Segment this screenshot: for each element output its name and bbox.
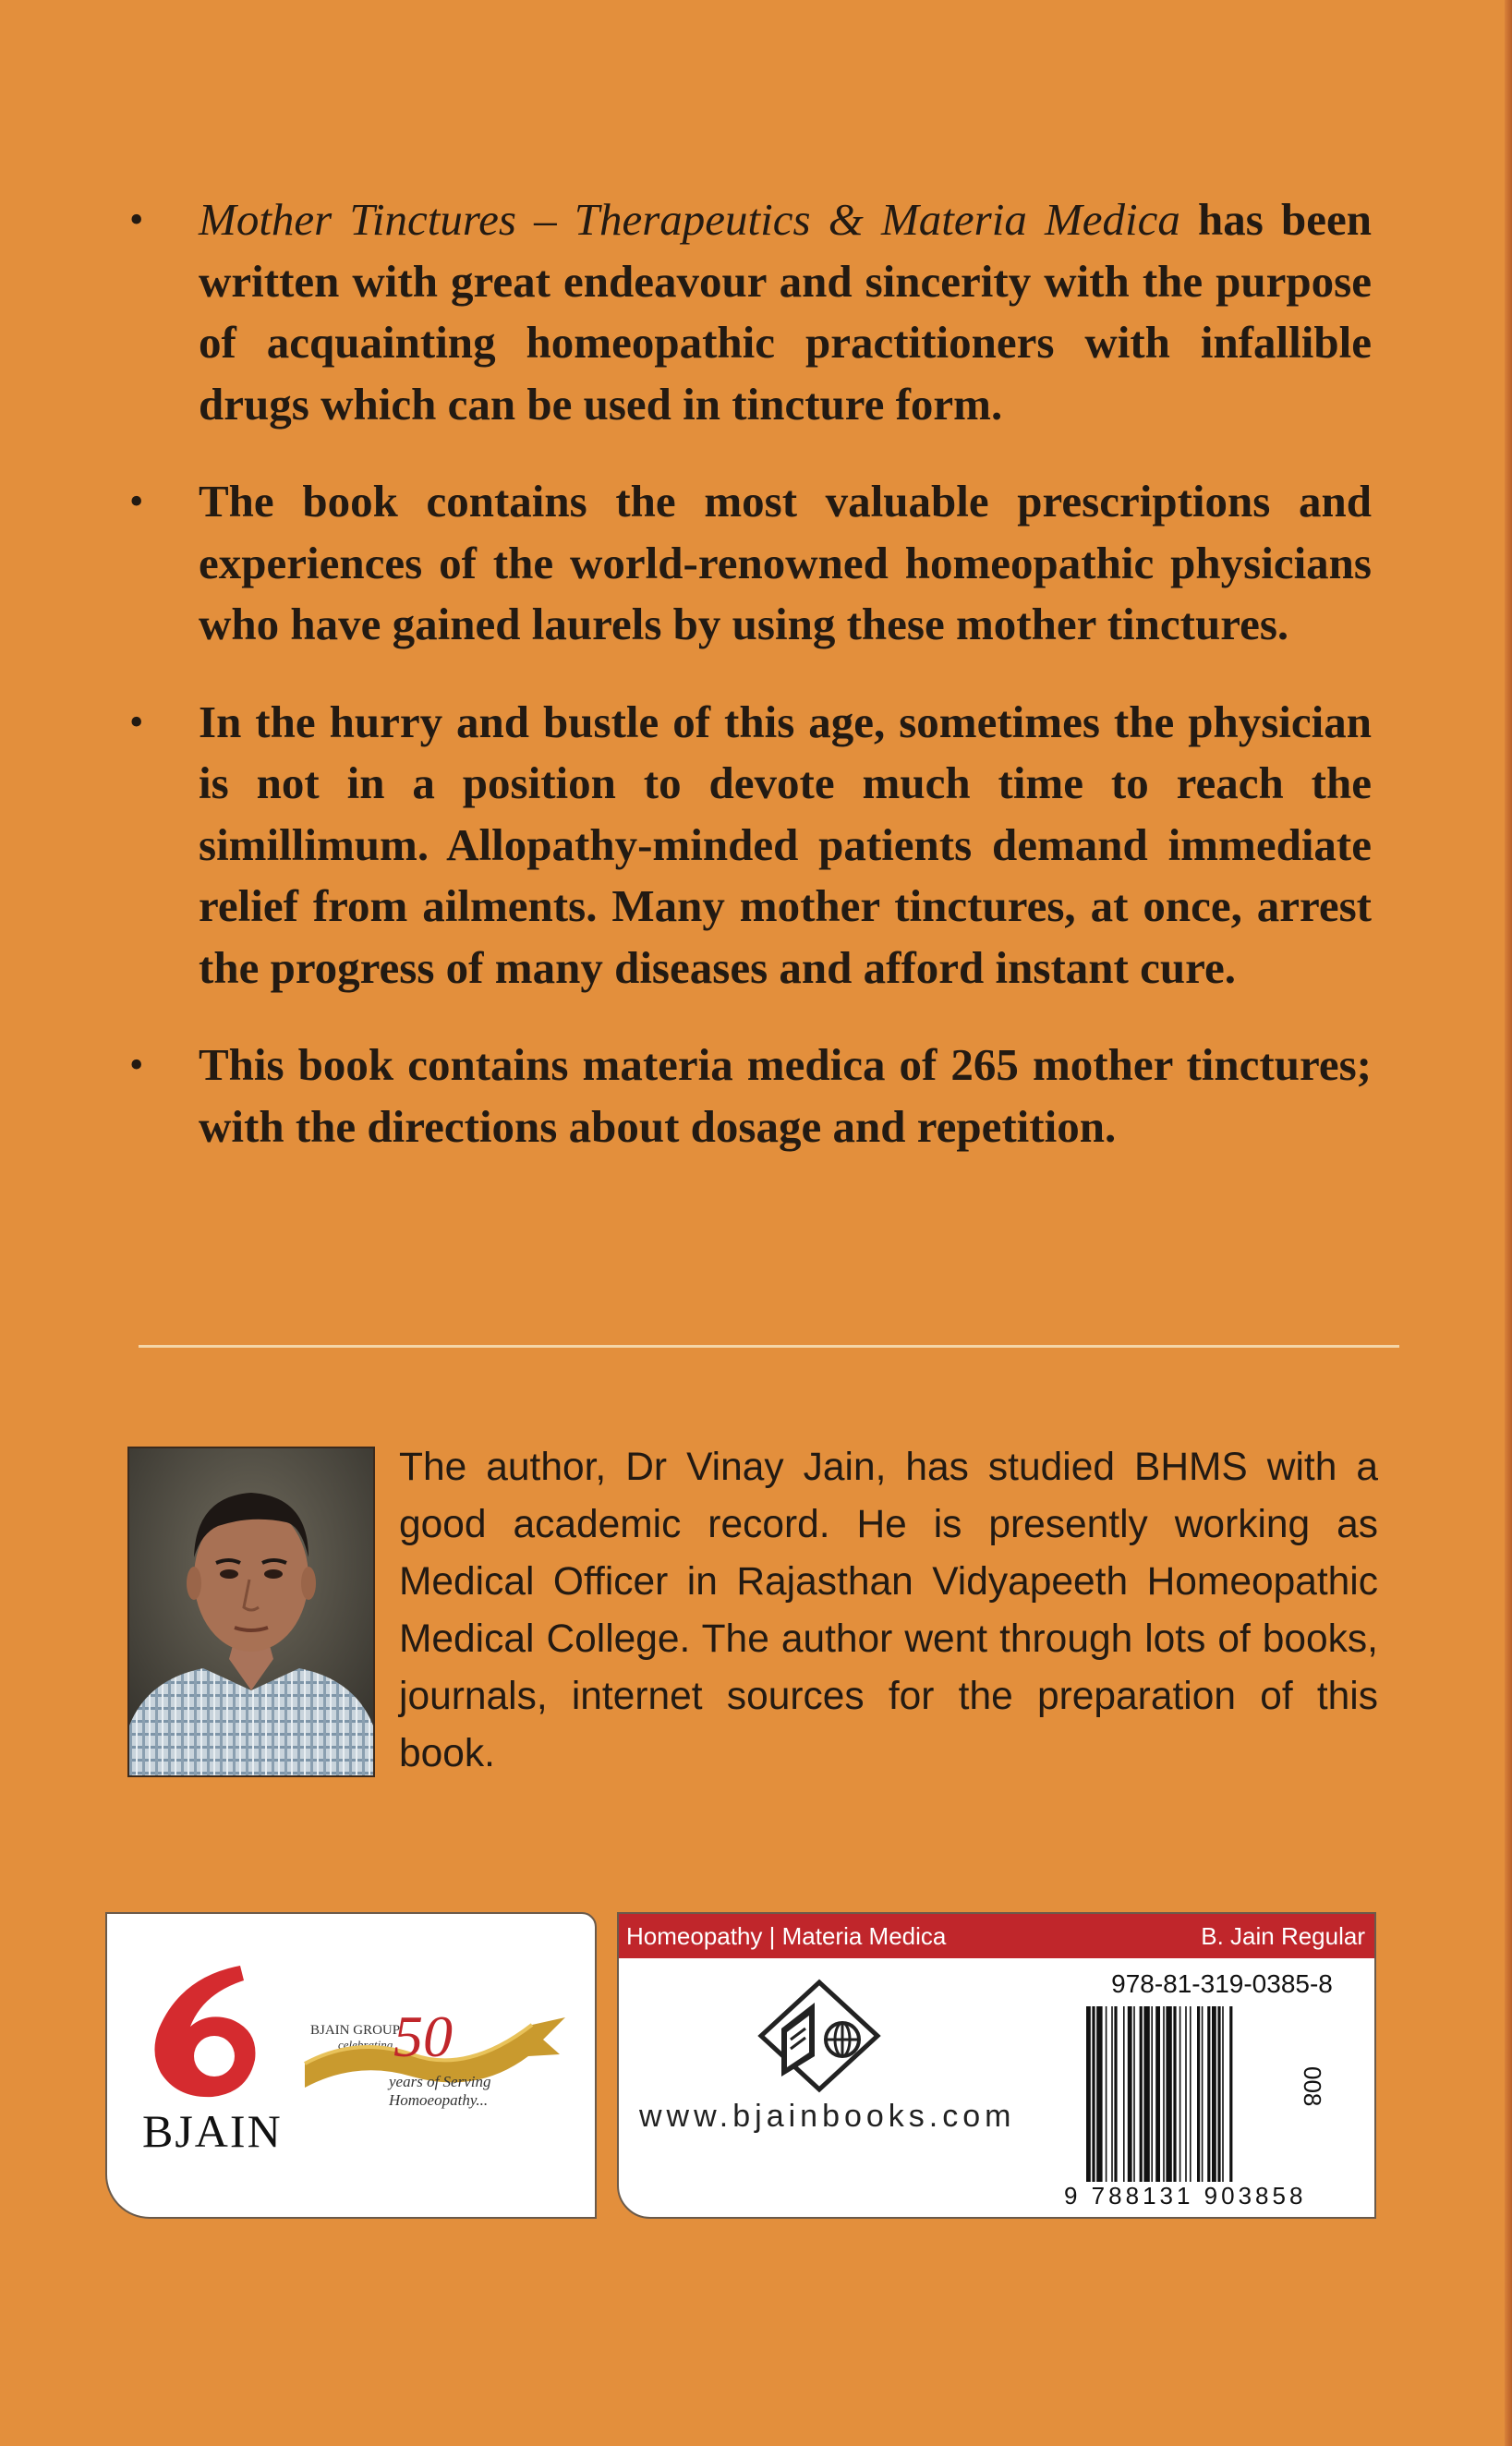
barcode-bar — [1106, 2006, 1107, 2191]
barcode-bar — [1096, 2006, 1102, 2191]
barcode-bar — [1092, 2006, 1095, 2191]
barcode-bar — [1202, 2006, 1204, 2191]
barcode-bar — [1155, 2006, 1160, 2191]
barcode-bar — [1111, 2006, 1113, 2191]
cover-spine-edge — [1505, 0, 1512, 2446]
barcode-bar — [1143, 2006, 1149, 2191]
barcode-bar — [1133, 2006, 1135, 2191]
author-photo — [127, 1447, 375, 1777]
barcode-bar — [1197, 2006, 1200, 2191]
barcode-bar — [1222, 2006, 1224, 2191]
bullet-text: This book contains materia medica of 265 mother tinctures; with the directions about dosage and repetition. — [199, 1039, 1372, 1152]
bullet-text: The book contains the most valuable prescriptions and experiences of the world-renowned homeopathic physicians who have gained laurels by using these mother tinctures. — [199, 476, 1372, 649]
isbn-barcode-icon — [1081, 2006, 1330, 2200]
section-divider — [139, 1345, 1399, 1348]
bjain-six-logo-icon — [129, 1958, 296, 2115]
category-bar — [619, 1914, 1374, 1958]
barcode-bar — [1173, 2006, 1176, 2191]
barcode-bar — [1212, 2006, 1216, 2191]
barcode-bar — [1207, 2006, 1210, 2191]
group-celebrating: celebrating — [338, 2038, 393, 2052]
barcode-bar — [1114, 2006, 1117, 2191]
barcode-bar — [1166, 2006, 1171, 2191]
barcode-bar — [1140, 2006, 1143, 2191]
barcode-panel — [617, 1912, 1376, 2219]
author-bio: The author, Dr Vinay Jain, has studied BHMS with a good academic record. He is presently working as Medical Officer in Rajasthan Vidyapeeth Homeopathic Medical College. The author went through lots of books, journals, internet sources for the preparation of this book. — [399, 1446, 1378, 1775]
years-serving-text — [389, 2073, 490, 2110]
barcode-bar — [1217, 2006, 1220, 2191]
bullet-item — [129, 1035, 1372, 1157]
barcode-bar — [1128, 2006, 1132, 2191]
publisher-logo-panel — [105, 1912, 597, 2219]
barcode-bar — [1185, 2006, 1187, 2191]
barcode-bar — [1086, 2006, 1091, 2191]
barcode-bar — [1179, 2006, 1181, 2191]
price-code: 008 — [1299, 2066, 1326, 2107]
author-portrait-icon — [129, 1448, 373, 1775]
bullet-item — [129, 189, 1372, 435]
group-name: BJAIN GROUP — [310, 2023, 401, 2038]
anniversary-number: 50 — [393, 2004, 453, 2069]
bullet-item — [129, 692, 1372, 999]
barcode-bar — [1229, 2006, 1232, 2191]
book-title-italic: Mother Tinctures – Therapeutics & Materia Medica — [199, 194, 1180, 245]
category-label: Homeopathy | Materia Medica — [626, 1921, 947, 1950]
barcode-bar — [1163, 2006, 1165, 2191]
series-label: B. Jain Regular — [1201, 1921, 1365, 1950]
bullet-text: In the hurry and bustle of this age, sometimes the physician is not in a position to devote much time to reach the simillimum. Allopathy-minded patients demand immediate relief from ailments. Many mother tinctures, at once, arrest the progress of many diseases and afford instant cure. — [199, 696, 1372, 993]
feature-bullet-list — [129, 189, 1372, 1193]
barcode-digits: 9 788131 903858 — [1064, 2182, 1352, 2210]
years-line-1: years of Serving — [389, 2073, 491, 2090]
brand-name: BJAIN — [142, 2105, 283, 2157]
isbn-number: 978-81-319-0385-8 — [1111, 1969, 1333, 1998]
bullet-item — [129, 471, 1372, 656]
bullet-text: has been written with great endeavour and sincerity with the purpose of acquainting homeopathic practitioners with infallible drugs which can be used in tincture form. — [199, 194, 1372, 430]
years-line-2: Homoeopathy... — [389, 2091, 489, 2109]
barcode-bar — [1190, 2006, 1191, 2191]
barcode-bar — [1123, 2006, 1125, 2191]
publisher-website[interactable]: www.bjainbooks.com — [639, 2099, 1016, 2134]
book-globe-icon — [750, 1975, 889, 2095]
barcode-bar — [1151, 2006, 1153, 2191]
